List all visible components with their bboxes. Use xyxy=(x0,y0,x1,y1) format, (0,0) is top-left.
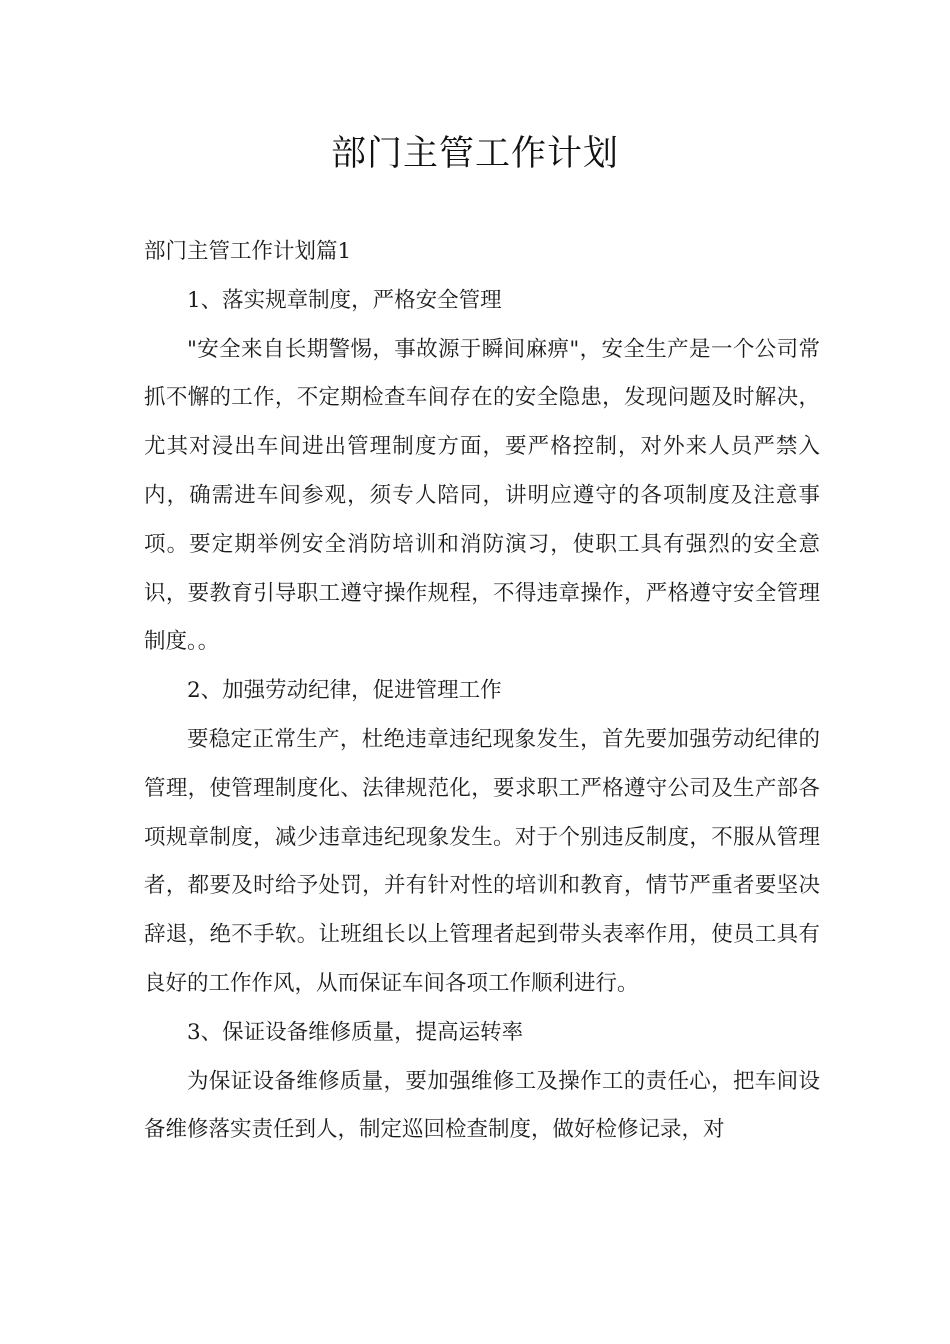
section-heading-2: 2、加强劳动纪律，促进管理工作 xyxy=(187,678,502,704)
document-title: 部门主管工作计划 xyxy=(330,134,619,174)
paragraph-2: 要稳定正常生产，杜绝违章违纪现象发生，首先要加强劳动纪律的管理，使管理制度化、法律规范化，要求职工严格遵守公司及生产部各项规章制度，减少违章违纪现象发生。对于个别违反制度，不服从管理者，都要及时给予处罚，并有针对性的培训和教育，情节严重者要坚决辞退，绝不手软。让班组长以上管理者起到带头表率作用，使员工具有良好的工作作风，从而保证车间各项工作顺利进行。 xyxy=(144,726,820,996)
document-body xyxy=(144,228,820,1155)
paragraph-3: 为保证设备维修质量，要加强维修工及操作工的责任心，把车间设备维修落实责任到人，制定巡回检查制度，做好检修记录，对 xyxy=(144,1068,820,1143)
section-heading-3: 3、保证设备维修质量，提高运转率 xyxy=(187,1019,524,1045)
section-label: 部门主管工作计划篇1 xyxy=(144,239,352,264)
paragraph-1: "安全来自长期警惕，事故源于瞬间麻痹"，安全生产是一个公司常抓不懈的工作，不定期检查车间存在的安全隐患，发现问题及时解决，尤其对浸出车间进出管理制度方面，要严格控制，对外来人员严禁入内，确需进车间参观，须专人陪同，讲明应遵守的各项制度及注意事项。要定期举例安全消防培训和消防演习，使职工具有强烈的安全意识，要教育引导职工遵守操作规程，不得违章操作，严格遵守安全管理制度。。 xyxy=(144,336,820,655)
section-heading-1: 1、落实规章制度，严格安全管理 xyxy=(187,287,502,313)
